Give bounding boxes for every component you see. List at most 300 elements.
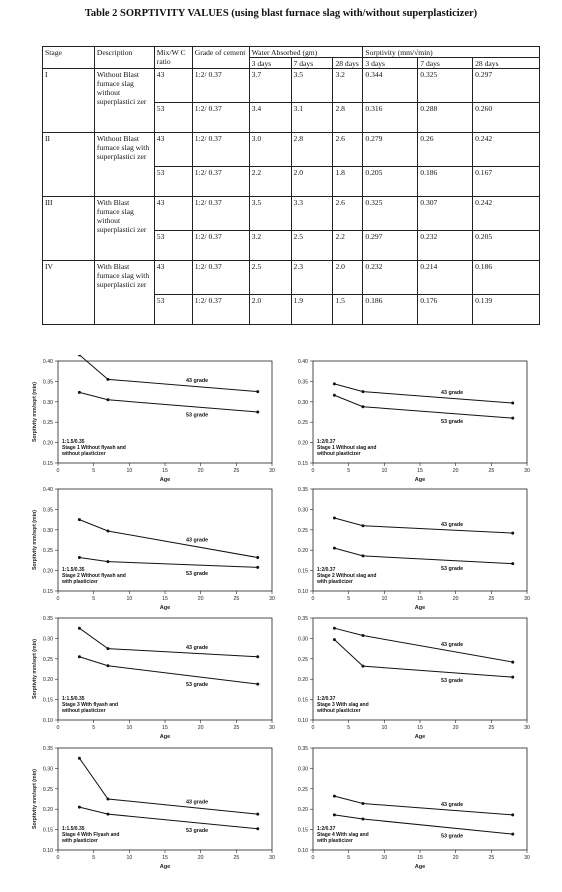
table-title: Table 2 SORPTIVITY VALUES (using blast furnace slag with/without superplasticizer) — [84, 8, 478, 19]
chart-note: without plasticizer — [317, 708, 361, 714]
water-28-cell: 2.6 — [333, 133, 363, 167]
y-tick-label: 0.20 — [297, 677, 308, 684]
x-axis-label: Age — [414, 605, 426, 611]
x-tick-label: 25 — [488, 596, 495, 602]
x-axis-label: Age — [159, 605, 171, 611]
x-tick-label: 15 — [162, 596, 168, 602]
y-tick-label: 0.30 — [42, 636, 53, 643]
chart-note: 1:1.5/0.35 — [62, 439, 85, 445]
header-water-3: 3 days — [249, 58, 291, 69]
description-cell: Without Blast furnace slag without superplastici zer — [94, 69, 154, 133]
y-tick-label: 0.15 — [42, 461, 53, 467]
x-axis-label: Age — [159, 477, 171, 483]
grade-cell: 1:2/ 0.37 — [192, 261, 249, 295]
y-tick-label: 0.30 — [297, 507, 308, 514]
data-point — [333, 394, 336, 397]
series-line — [79, 807, 257, 829]
header-water-28: 28 days — [333, 58, 363, 69]
mix-cell: 43 — [154, 261, 192, 295]
series-line — [79, 558, 257, 568]
header-sorptivity: Sorptivity (mm/√min) — [363, 47, 540, 58]
data-point — [78, 518, 81, 521]
y-tick-label: 0.25 — [42, 548, 53, 555]
y-tick-label: 0.15 — [42, 697, 53, 704]
y-tick-label: 0.30 — [297, 399, 308, 406]
series-line — [79, 392, 257, 412]
data-point — [511, 562, 514, 565]
y-tick-label: 0.10 — [42, 848, 53, 854]
data-point — [106, 664, 109, 667]
water-7-cell: 2.3 — [291, 261, 333, 295]
y-tick-label: 0.15 — [297, 697, 308, 704]
sorp-28-cell: 0.139 — [473, 295, 540, 325]
x-tick-label: 25 — [233, 855, 240, 861]
sorp-7-cell: 0.307 — [418, 197, 473, 231]
data-point — [361, 524, 364, 527]
y-tick-label: 0.25 — [297, 656, 308, 663]
sorp-28-cell: 0.297 — [473, 69, 540, 103]
data-point — [78, 806, 81, 809]
grade-cell: 1:2/ 0.37 — [192, 167, 249, 197]
y-tick-label: 0.20 — [42, 807, 53, 814]
header-description: Description — [94, 47, 154, 69]
x-tick-label: 0 — [56, 468, 60, 474]
series-label: 53 grade — [441, 418, 464, 425]
y-tick-label: 0.15 — [297, 827, 308, 834]
data-point — [78, 655, 81, 658]
series-label: 43 grade — [441, 521, 464, 528]
chart-note: Stage 3 With slag and — [317, 702, 369, 708]
data-point — [361, 665, 364, 668]
y-tick-label: 0.10 — [297, 718, 308, 724]
description-cell: With Blast furnace slag without superplastici zer — [94, 197, 154, 261]
chart-note: without plasticizer — [62, 451, 106, 457]
water-3-cell: 3.5 — [249, 197, 291, 231]
x-tick-label: 10 — [381, 855, 388, 861]
x-tick-label: 30 — [269, 725, 275, 731]
chart-note: 1:1.5/0.35 — [62, 567, 85, 573]
mix-cell: 53 — [154, 103, 192, 133]
sorp-3-cell: 0.186 — [363, 295, 418, 325]
sorptivity-table — [42, 46, 540, 325]
series-line — [334, 395, 512, 418]
x-tick-label: 5 — [347, 596, 351, 602]
x-tick-label: 20 — [197, 725, 204, 731]
sorp-3-cell: 0.232 — [363, 261, 418, 295]
series-line — [79, 628, 257, 657]
data-point — [78, 391, 81, 394]
x-tick-label: 10 — [381, 596, 388, 602]
series-label: 43 grade — [186, 537, 209, 544]
x-tick-label: 0 — [56, 855, 60, 861]
x-tick-label: 10 — [381, 468, 388, 474]
mix-cell: 43 — [154, 69, 192, 103]
x-tick-label: 5 — [92, 596, 96, 602]
data-point — [333, 547, 336, 550]
x-tick-label: 15 — [417, 468, 423, 474]
water-7-cell: 1.9 — [291, 295, 333, 325]
y-tick-label: 0.20 — [42, 440, 53, 447]
water-7-cell: 3.3 — [291, 197, 333, 231]
x-tick-label: 20 — [197, 855, 204, 861]
header-stage: Stage — [43, 47, 95, 69]
x-tick-label: 30 — [269, 596, 275, 602]
sorp-3-cell: 0.344 — [363, 69, 418, 103]
series-line — [79, 520, 257, 558]
y-tick-label: 0.15 — [297, 461, 308, 467]
chart-note: Stage 2 Without slag and — [317, 573, 377, 579]
chart-note: with plasticizer — [62, 838, 98, 844]
sorp-7-cell: 0.176 — [418, 295, 473, 325]
y-tick-label: 0.25 — [42, 786, 53, 793]
data-point — [333, 382, 336, 385]
x-tick-label: 10 — [126, 596, 133, 602]
data-point — [511, 402, 514, 405]
x-axis-label: Age — [159, 734, 171, 740]
sorp-28-cell: 0.242 — [473, 133, 540, 167]
x-axis-label: Age — [414, 864, 426, 870]
header-water: Water Absorbed (gm) — [249, 47, 363, 58]
sorp-7-cell: 0.288 — [418, 103, 473, 133]
sorp-7-cell: 0.325 — [418, 69, 473, 103]
y-tick-label: 0.35 — [297, 616, 308, 622]
x-tick-label: 0 — [56, 725, 60, 731]
x-tick-label: 25 — [233, 468, 240, 474]
y-tick-label: 0.25 — [42, 656, 53, 663]
x-tick-label: 25 — [488, 725, 495, 731]
water-3-cell: 2.0 — [249, 295, 291, 325]
data-point — [361, 405, 364, 408]
water-7-cell: 2.8 — [291, 133, 333, 167]
series-line — [334, 640, 512, 678]
header-water-7: 7 days — [291, 58, 333, 69]
water-3-cell: 3.0 — [249, 133, 291, 167]
data-point — [333, 795, 336, 798]
data-point — [511, 661, 514, 664]
header-mix: Mix/W C ratio — [154, 47, 192, 69]
y-tick-label: 0.35 — [297, 487, 308, 493]
x-tick-label: 15 — [417, 596, 423, 602]
y-tick-label: 0.10 — [42, 718, 53, 724]
chart-note: without plasticizer — [62, 708, 106, 714]
data-point — [256, 390, 259, 393]
y-tick-label: 0.40 — [42, 487, 53, 493]
chart-note: without plasticizer — [317, 451, 361, 457]
chart-note: 1:1.5/0.35 — [62, 826, 85, 832]
water-3-cell: 3.4 — [249, 103, 291, 133]
mix-cell: 43 — [154, 197, 192, 231]
y-tick-label: 0.35 — [297, 746, 308, 752]
x-tick-label: 15 — [417, 725, 423, 731]
sorp-3-cell: 0.325 — [363, 197, 418, 231]
chart-note: Stage 4 With Flyash and — [62, 832, 120, 838]
water-28-cell: 1.5 — [333, 295, 363, 325]
series-label: 53 grade — [441, 566, 464, 573]
sorp-28-cell: 0.186 — [473, 261, 540, 295]
series-label: 43 grade — [441, 389, 464, 396]
stage-cell: II — [43, 133, 95, 197]
series-line — [79, 758, 257, 814]
water-3-cell: 3.7 — [249, 69, 291, 103]
data-point — [361, 634, 364, 637]
data-point — [511, 676, 514, 679]
data-point — [78, 556, 81, 559]
stage-cell: IV — [43, 261, 95, 325]
water-7-cell: 2.5 — [291, 231, 333, 261]
sorp-7-cell: 0.26 — [418, 133, 473, 167]
chart-stage1-flyash — [28, 355, 280, 485]
description-cell: Without Blast furnace slag with superplastici zer — [94, 133, 154, 197]
grade-cell: 1:2/ 0.37 — [192, 69, 249, 103]
data-point — [361, 554, 364, 557]
mix-cell: 53 — [154, 295, 192, 325]
x-tick-label: 5 — [92, 855, 96, 861]
data-point — [511, 532, 514, 535]
sorp-28-cell: 0.260 — [473, 103, 540, 133]
data-point — [106, 530, 109, 533]
data-point — [511, 813, 514, 816]
water-7-cell: 2.0 — [291, 167, 333, 197]
y-tick-label: 0.10 — [297, 848, 308, 854]
x-tick-label: 30 — [524, 468, 530, 474]
chart-stage2-flyash — [28, 483, 280, 613]
x-tick-label: 20 — [197, 468, 204, 474]
data-point — [256, 411, 259, 414]
chart-stage3-slag — [283, 612, 535, 742]
sorp-3-cell: 0.297 — [363, 231, 418, 261]
sorp-28-cell: 0.242 — [473, 197, 540, 231]
description-cell: With Blast furnace slag with superplastici zer — [94, 261, 154, 325]
series-line — [334, 518, 512, 533]
x-tick-label: 30 — [524, 596, 530, 602]
y-tick-label: 0.35 — [42, 507, 53, 514]
y-tick-label: 0.35 — [42, 746, 53, 752]
x-tick-label: 5 — [92, 468, 96, 474]
sorp-28-cell: 0.167 — [473, 167, 540, 197]
y-tick-label: 0.30 — [297, 766, 308, 773]
x-tick-label: 20 — [452, 725, 459, 731]
water-3-cell: 2.5 — [249, 261, 291, 295]
y-tick-label: 0.40 — [297, 359, 308, 365]
table-row — [43, 261, 540, 295]
x-tick-label: 25 — [488, 468, 495, 474]
x-tick-label: 30 — [269, 855, 275, 861]
y-tick-label: 0.20 — [297, 548, 308, 555]
y-tick-label: 0.30 — [42, 399, 53, 406]
data-point — [256, 556, 259, 559]
data-point — [78, 627, 81, 630]
data-point — [106, 560, 109, 563]
series-label: 53 grade — [186, 570, 209, 577]
x-tick-label: 5 — [92, 725, 96, 731]
chart-note: 1:2/0.37 — [317, 567, 336, 573]
data-point — [333, 516, 336, 519]
chart-note: Stage 3 With flyash and — [62, 702, 119, 708]
water-7-cell: 3.1 — [291, 103, 333, 133]
sorp-3-cell: 0.279 — [363, 133, 418, 167]
series-line — [334, 384, 512, 403]
data-point — [106, 378, 109, 381]
y-tick-label: 0.20 — [42, 677, 53, 684]
y-tick-label: 0.20 — [42, 568, 53, 575]
grade-cell: 1:2/ 0.37 — [192, 295, 249, 325]
series-label: 43 grade — [441, 801, 464, 808]
y-tick-label: 0.35 — [42, 379, 53, 386]
data-point — [511, 833, 514, 836]
x-tick-label: 10 — [126, 468, 133, 474]
y-tick-label: 0.25 — [297, 527, 308, 534]
x-tick-label: 25 — [233, 596, 240, 602]
series-line — [334, 548, 512, 564]
chart-note: Stage 4 With slag and — [317, 832, 369, 838]
x-tick-label: 20 — [197, 596, 204, 602]
x-tick-label: 20 — [452, 855, 459, 861]
y-tick-label: 0.30 — [42, 527, 53, 534]
grade-cell: 1:2/ 0.37 — [192, 133, 249, 167]
sorp-3-cell: 0.205 — [363, 167, 418, 197]
series-label: 43 grade — [186, 799, 209, 806]
header-sorp-7: 7 days — [418, 58, 473, 69]
series-line — [334, 796, 512, 815]
chart-note: Stage 1 Without slag and — [317, 445, 377, 451]
series-label: 53 grade — [441, 833, 464, 840]
x-tick-label: 30 — [524, 725, 530, 731]
data-point — [361, 817, 364, 820]
y-tick-label: 0.35 — [297, 379, 308, 386]
water-3-cell: 2.2 — [249, 167, 291, 197]
x-tick-label: 25 — [233, 725, 240, 731]
x-tick-label: 5 — [347, 855, 351, 861]
y-tick-label: 0.20 — [297, 440, 308, 447]
y-tick-label: 0.15 — [42, 589, 53, 595]
x-tick-label: 10 — [381, 725, 388, 731]
grade-cell: 1:2/ 0.37 — [192, 197, 249, 231]
y-axis-label: Sorptivity mm/sqrt (min) — [32, 769, 38, 829]
series-label: 43 grade — [186, 645, 209, 652]
chart-note: Stage 1 Without flyash and — [62, 445, 126, 451]
y-tick-label: 0.30 — [42, 766, 53, 773]
data-point — [333, 638, 336, 641]
y-tick-label: 0.15 — [42, 827, 53, 834]
series-label: 43 grade — [441, 642, 464, 649]
series-line — [334, 628, 512, 662]
water-3-cell: 3.2 — [249, 231, 291, 261]
y-tick-label: 0.40 — [42, 359, 53, 365]
x-tick-label: 20 — [452, 596, 459, 602]
data-point — [106, 813, 109, 816]
sorp-28-cell: 0.205 — [473, 231, 540, 261]
x-tick-label: 5 — [347, 725, 351, 731]
chart-stage3-flyash — [28, 612, 280, 742]
series-line — [79, 657, 257, 684]
series-label: 53 grade — [186, 412, 209, 419]
x-tick-label: 10 — [126, 855, 133, 861]
y-axis-label: Sorptivity mm/sqrt (min) — [32, 382, 38, 442]
x-tick-label: 30 — [269, 468, 275, 474]
x-tick-label: 0 — [311, 725, 315, 731]
data-point — [256, 827, 259, 830]
data-point — [256, 566, 259, 569]
water-28-cell: 1.8 — [333, 167, 363, 197]
x-tick-label: 0 — [311, 855, 315, 861]
sorp-7-cell: 0.232 — [418, 231, 473, 261]
x-axis-label: Age — [414, 477, 426, 483]
chart-note: 1:2/0.37 — [317, 439, 336, 445]
x-axis-label: Age — [159, 864, 171, 870]
table-row — [43, 69, 540, 103]
grade-cell: 1:2/ 0.37 — [192, 231, 249, 261]
chart-note: with plasticizer — [317, 579, 353, 585]
water-28-cell: 2.0 — [333, 261, 363, 295]
header-grade: Grade of cement — [192, 47, 249, 69]
mix-cell: 53 — [154, 231, 192, 261]
chart-note: 1:2/0.37 — [317, 696, 336, 702]
y-tick-label: 0.25 — [297, 786, 308, 793]
water-7-cell: 3.5 — [291, 69, 333, 103]
sorp-3-cell: 0.316 — [363, 103, 418, 133]
y-tick-label: 0.25 — [42, 420, 53, 427]
chart-note: with plasticizer — [317, 838, 353, 844]
data-point — [361, 802, 364, 805]
x-axis-label: Age — [414, 734, 426, 740]
x-tick-label: 0 — [311, 468, 315, 474]
series-label: 43 grade — [186, 378, 209, 385]
series-label: 53 grade — [186, 681, 209, 688]
stage-cell: I — [43, 69, 95, 133]
x-tick-label: 0 — [56, 596, 60, 602]
y-tick-label: 0.30 — [297, 636, 308, 643]
water-28-cell: 3.2 — [333, 69, 363, 103]
chart-stage1-slag — [283, 355, 535, 485]
data-point — [106, 798, 109, 801]
sorp-7-cell: 0.186 — [418, 167, 473, 197]
water-28-cell: 2.8 — [333, 103, 363, 133]
data-point — [106, 398, 109, 401]
chart-note: with plasticizer — [62, 579, 98, 585]
y-axis-label: Sorptivity mm/sqrt (min) — [32, 639, 38, 699]
table-row — [43, 197, 540, 231]
series-label: 53 grade — [186, 828, 209, 835]
chart-stage2-slag — [283, 483, 535, 613]
grade-cell: 1:2/ 0.37 — [192, 103, 249, 133]
x-tick-label: 25 — [488, 855, 495, 861]
chart-note: 1:2/0.37 — [317, 826, 336, 832]
x-tick-label: 15 — [162, 725, 168, 731]
x-tick-label: 30 — [524, 855, 530, 861]
mix-cell: 43 — [154, 133, 192, 167]
water-28-cell: 2.6 — [333, 197, 363, 231]
chart-note: 1:1.5/0.35 — [62, 696, 85, 702]
header-sorp-3: 3 days — [363, 58, 418, 69]
x-tick-label: 5 — [347, 468, 351, 474]
x-tick-label: 15 — [162, 855, 168, 861]
data-point — [256, 655, 259, 658]
stage-cell: III — [43, 197, 95, 261]
chart-stage4-slag — [283, 742, 535, 872]
x-tick-label: 15 — [162, 468, 168, 474]
series-line — [79, 355, 257, 392]
sorp-7-cell: 0.214 — [418, 261, 473, 295]
data-point — [78, 757, 81, 760]
data-point — [256, 683, 259, 686]
data-point — [256, 813, 259, 816]
series-label: 53 grade — [441, 678, 464, 685]
y-tick-label: 0.25 — [297, 420, 308, 427]
chart-stage4-flyash — [28, 742, 280, 872]
x-tick-label: 15 — [417, 855, 423, 861]
data-point — [511, 417, 514, 420]
x-tick-label: 0 — [311, 596, 315, 602]
